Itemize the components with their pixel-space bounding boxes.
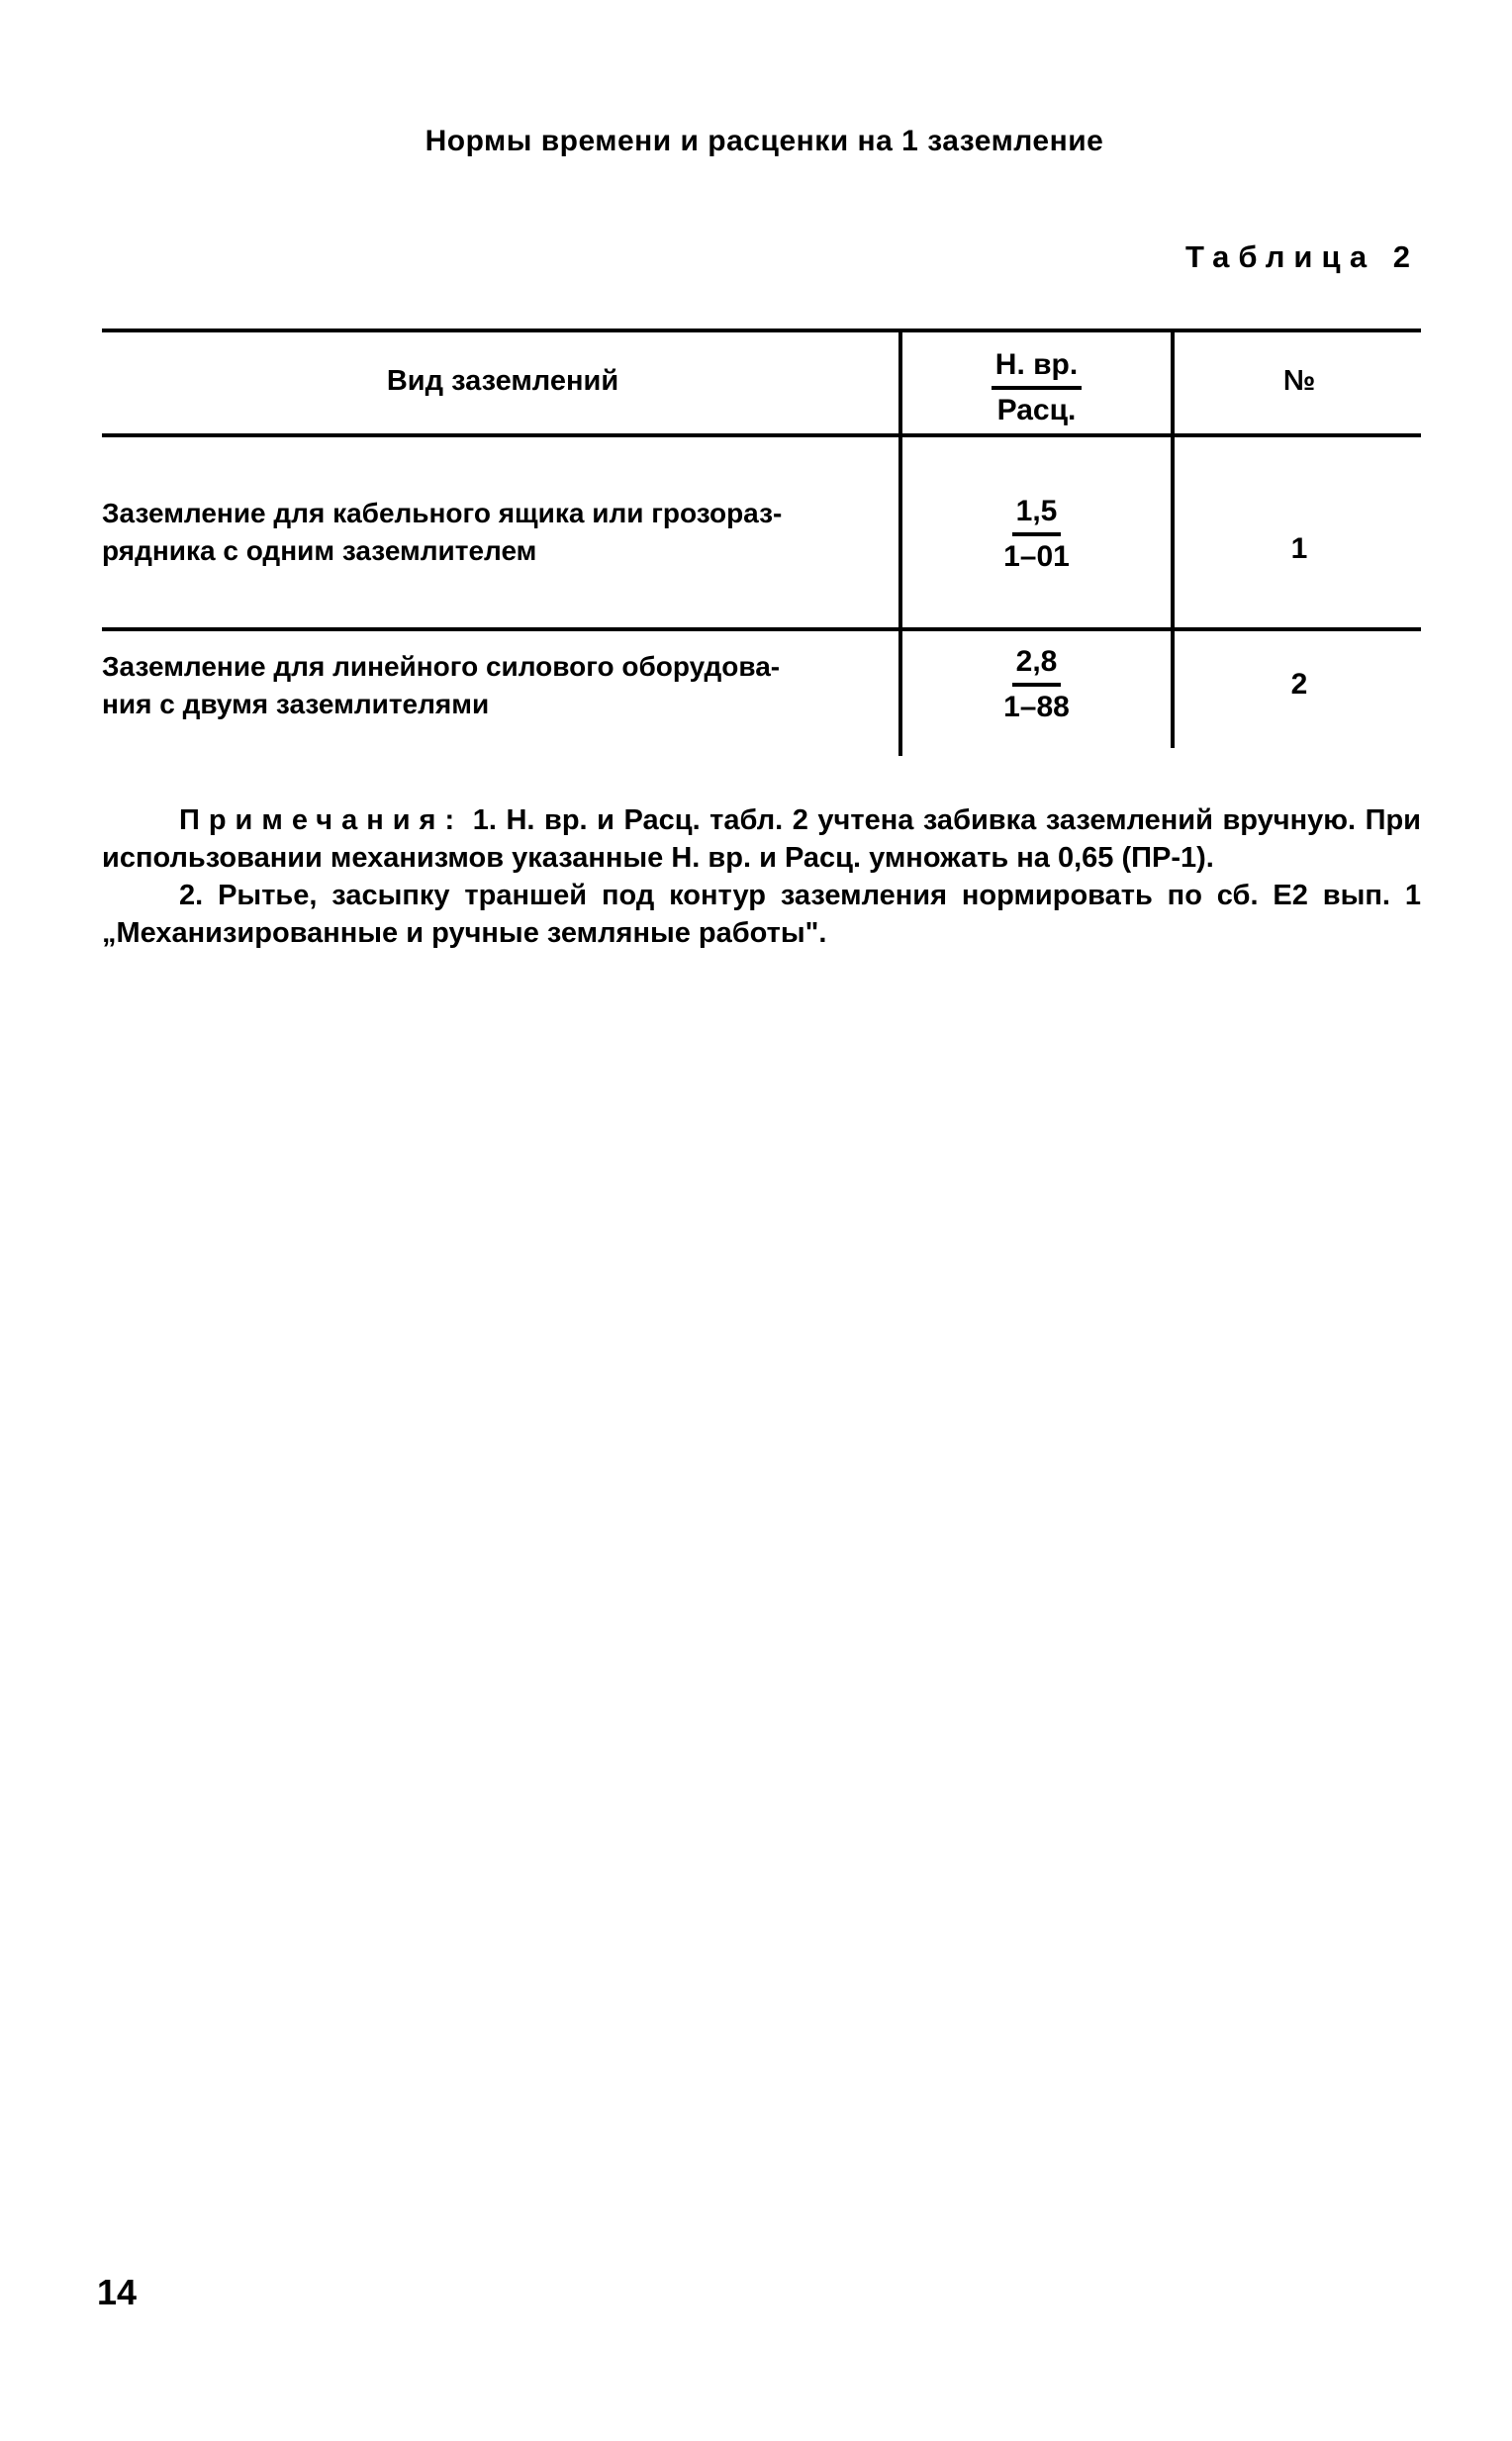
row-1-time-norm: 1,5 [1012, 493, 1062, 536]
row-2-time-norm: 2,8 [1012, 643, 1062, 687]
note-1-text: 1. Н. вр. и Расц. табл. 2 учтена забивка заземлений вручную. При использовании механизмов указанные Н. вр. и Расц. умножать на 0,65 (ПР-1). [102, 804, 1421, 874]
row-1-rate: 1–01 [1003, 540, 1070, 573]
note-2: 2. Рытье, засыпку траншей под контур заземления нормировать по сб. Е2 вып. 1 „Механизированные и ручные земляные работы". [102, 880, 1421, 949]
header-norm-denominator: Расц. [996, 394, 1077, 426]
row-1-label-line1: Заземление для кабельного ящика или грозораз- [102, 498, 783, 528]
row-2-label-line1: Заземление для линейного силового оборудова- [102, 651, 781, 682]
notes [102, 801, 1421, 952]
header-number: № [1282, 365, 1316, 397]
table-header-rule [102, 433, 1421, 437]
row-2-number: 2 [1290, 668, 1308, 701]
row-1-number: 1 [1290, 532, 1308, 565]
row-2-label-line2: ния с двумя заземлителями [102, 689, 490, 719]
row-1-label [102, 495, 884, 570]
header-norm-fraction [902, 346, 1171, 429]
header-type: Вид заземлений [386, 365, 619, 397]
row-2-norm-fraction [902, 643, 1171, 726]
page-number: 14 [97, 2272, 138, 2312]
header-norm-numerator: Н. вр. [992, 346, 1082, 390]
row-2-rate: 1–88 [1003, 691, 1070, 723]
row-1-norm-fraction [902, 493, 1171, 576]
note-1 [102, 801, 1421, 877]
table-caption: Таблица 2 [1184, 239, 1419, 274]
table-top-rule [102, 329, 1421, 332]
table-column-divider-2 [1171, 330, 1175, 748]
table-row-divider [102, 627, 1421, 631]
notes-label: Примечания: [179, 804, 464, 836]
row-1-label-line2: рядника с одним заземлителем [102, 535, 537, 566]
row-2-label [102, 648, 884, 723]
page-title: Нормы времени и расценки на 1 заземление [425, 125, 1104, 157]
